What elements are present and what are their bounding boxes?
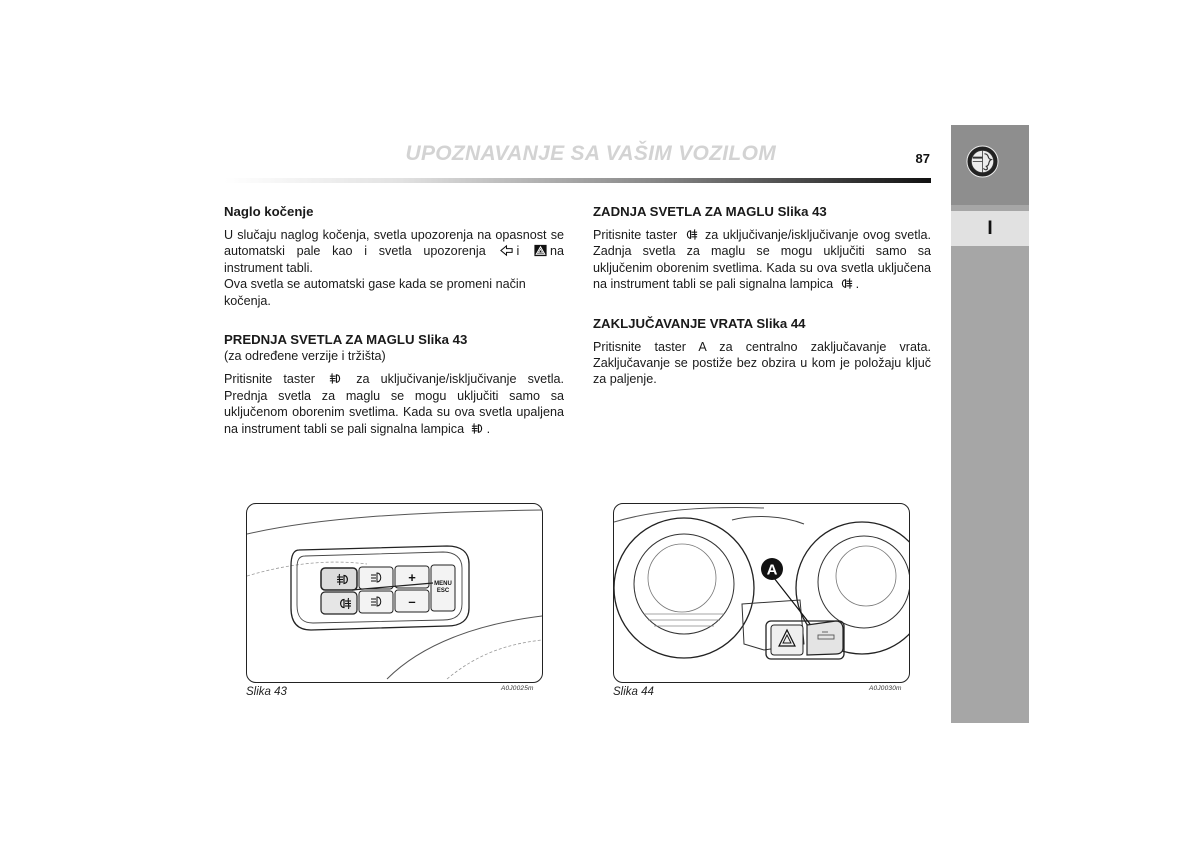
header-rule xyxy=(224,178,931,183)
figure-44-illustration xyxy=(613,503,910,683)
section-sidebar xyxy=(951,125,1029,723)
menu-button-label: MENU xyxy=(434,581,452,587)
door-locking-paragraph: Pritisnite taster A za centralno zaključavanje vrata. Zaključavanje se postiže bez obzira u kom je položaju ključ za paljenje. xyxy=(593,339,931,387)
fog-light-switch-panel-drawing xyxy=(247,504,542,682)
figure-44-caption: Slika 44 xyxy=(613,686,654,698)
front-fog-paragraph: Pritisnite taster za uključivanje/isključivanje svetla. Prednja svetla za maglu se mogu uključiti samo sa uključenom oborenim svetlima. Kada su ova svetla upaljena na instrument tabli se pali signalna lampica . xyxy=(224,372,564,436)
esc-button-label: ESC xyxy=(436,588,450,594)
front-fog-subtitle: (za određene verzije i tržišta) xyxy=(224,349,386,364)
section-heading-door-locking: ZAKLJUČAVANJE VRATA Slika 44 xyxy=(593,315,806,331)
callout-a-label: A xyxy=(766,561,778,579)
plus-button-label: + xyxy=(408,570,416,585)
section-heading-rear-fog: ZADNJA SVETLA ZA MAGLU Slika 43 xyxy=(593,204,827,219)
section-heading-emergency-braking: Naglo kočenje xyxy=(224,204,314,219)
door-lock-button-drawing xyxy=(614,504,909,682)
rear-fog-light-icon xyxy=(684,228,699,241)
figure-43-code: A0J0025m xyxy=(501,685,534,692)
emergency-braking-note: Ova svetla se automatski gase kada se promeni način kočenja. xyxy=(224,277,526,308)
front-fog-light-icon xyxy=(328,372,343,385)
figure-44-code: A0J0030m xyxy=(869,685,902,692)
page-number: 87 xyxy=(915,151,930,166)
figure-43-caption: Slika 43 xyxy=(246,686,287,698)
minus-button-label: – xyxy=(408,594,416,609)
section-tab-label: I xyxy=(951,211,1029,246)
hazard-warning-icon xyxy=(533,244,548,257)
left-column xyxy=(224,203,564,437)
alfa-romeo-badge-icon xyxy=(966,145,999,178)
section-heading-front-fog: PREDNJA SVETLA ZA MAGLU Slika 43 xyxy=(224,332,468,348)
right-column xyxy=(593,203,931,388)
figure-43-illustration xyxy=(246,503,543,683)
emergency-braking-paragraph: U slučaju naglog kočenja, svetla upozorenja na opasnost se automatski pale kao i svetla upozorenja i na instrument tabli. xyxy=(224,228,564,275)
sidebar-logo-box xyxy=(951,125,1029,205)
rear-fog-paragraph: Pritisnite taster za uključivanje/isključivanje ovog svetla. Zadnja svetla za maglu se mogu uključiti samo sa uključenim oborenim svetlima. Kada su ova svetla uključena na instrument tabli se pali signalna lampica . xyxy=(593,228,931,292)
front-fog-light-icon xyxy=(470,422,485,435)
rear-fog-light-icon xyxy=(839,277,854,290)
page-header-title: UPOZNAVANJE SA VAŠIM VOZILOM xyxy=(405,142,776,165)
turn-signal-icon xyxy=(499,244,514,257)
